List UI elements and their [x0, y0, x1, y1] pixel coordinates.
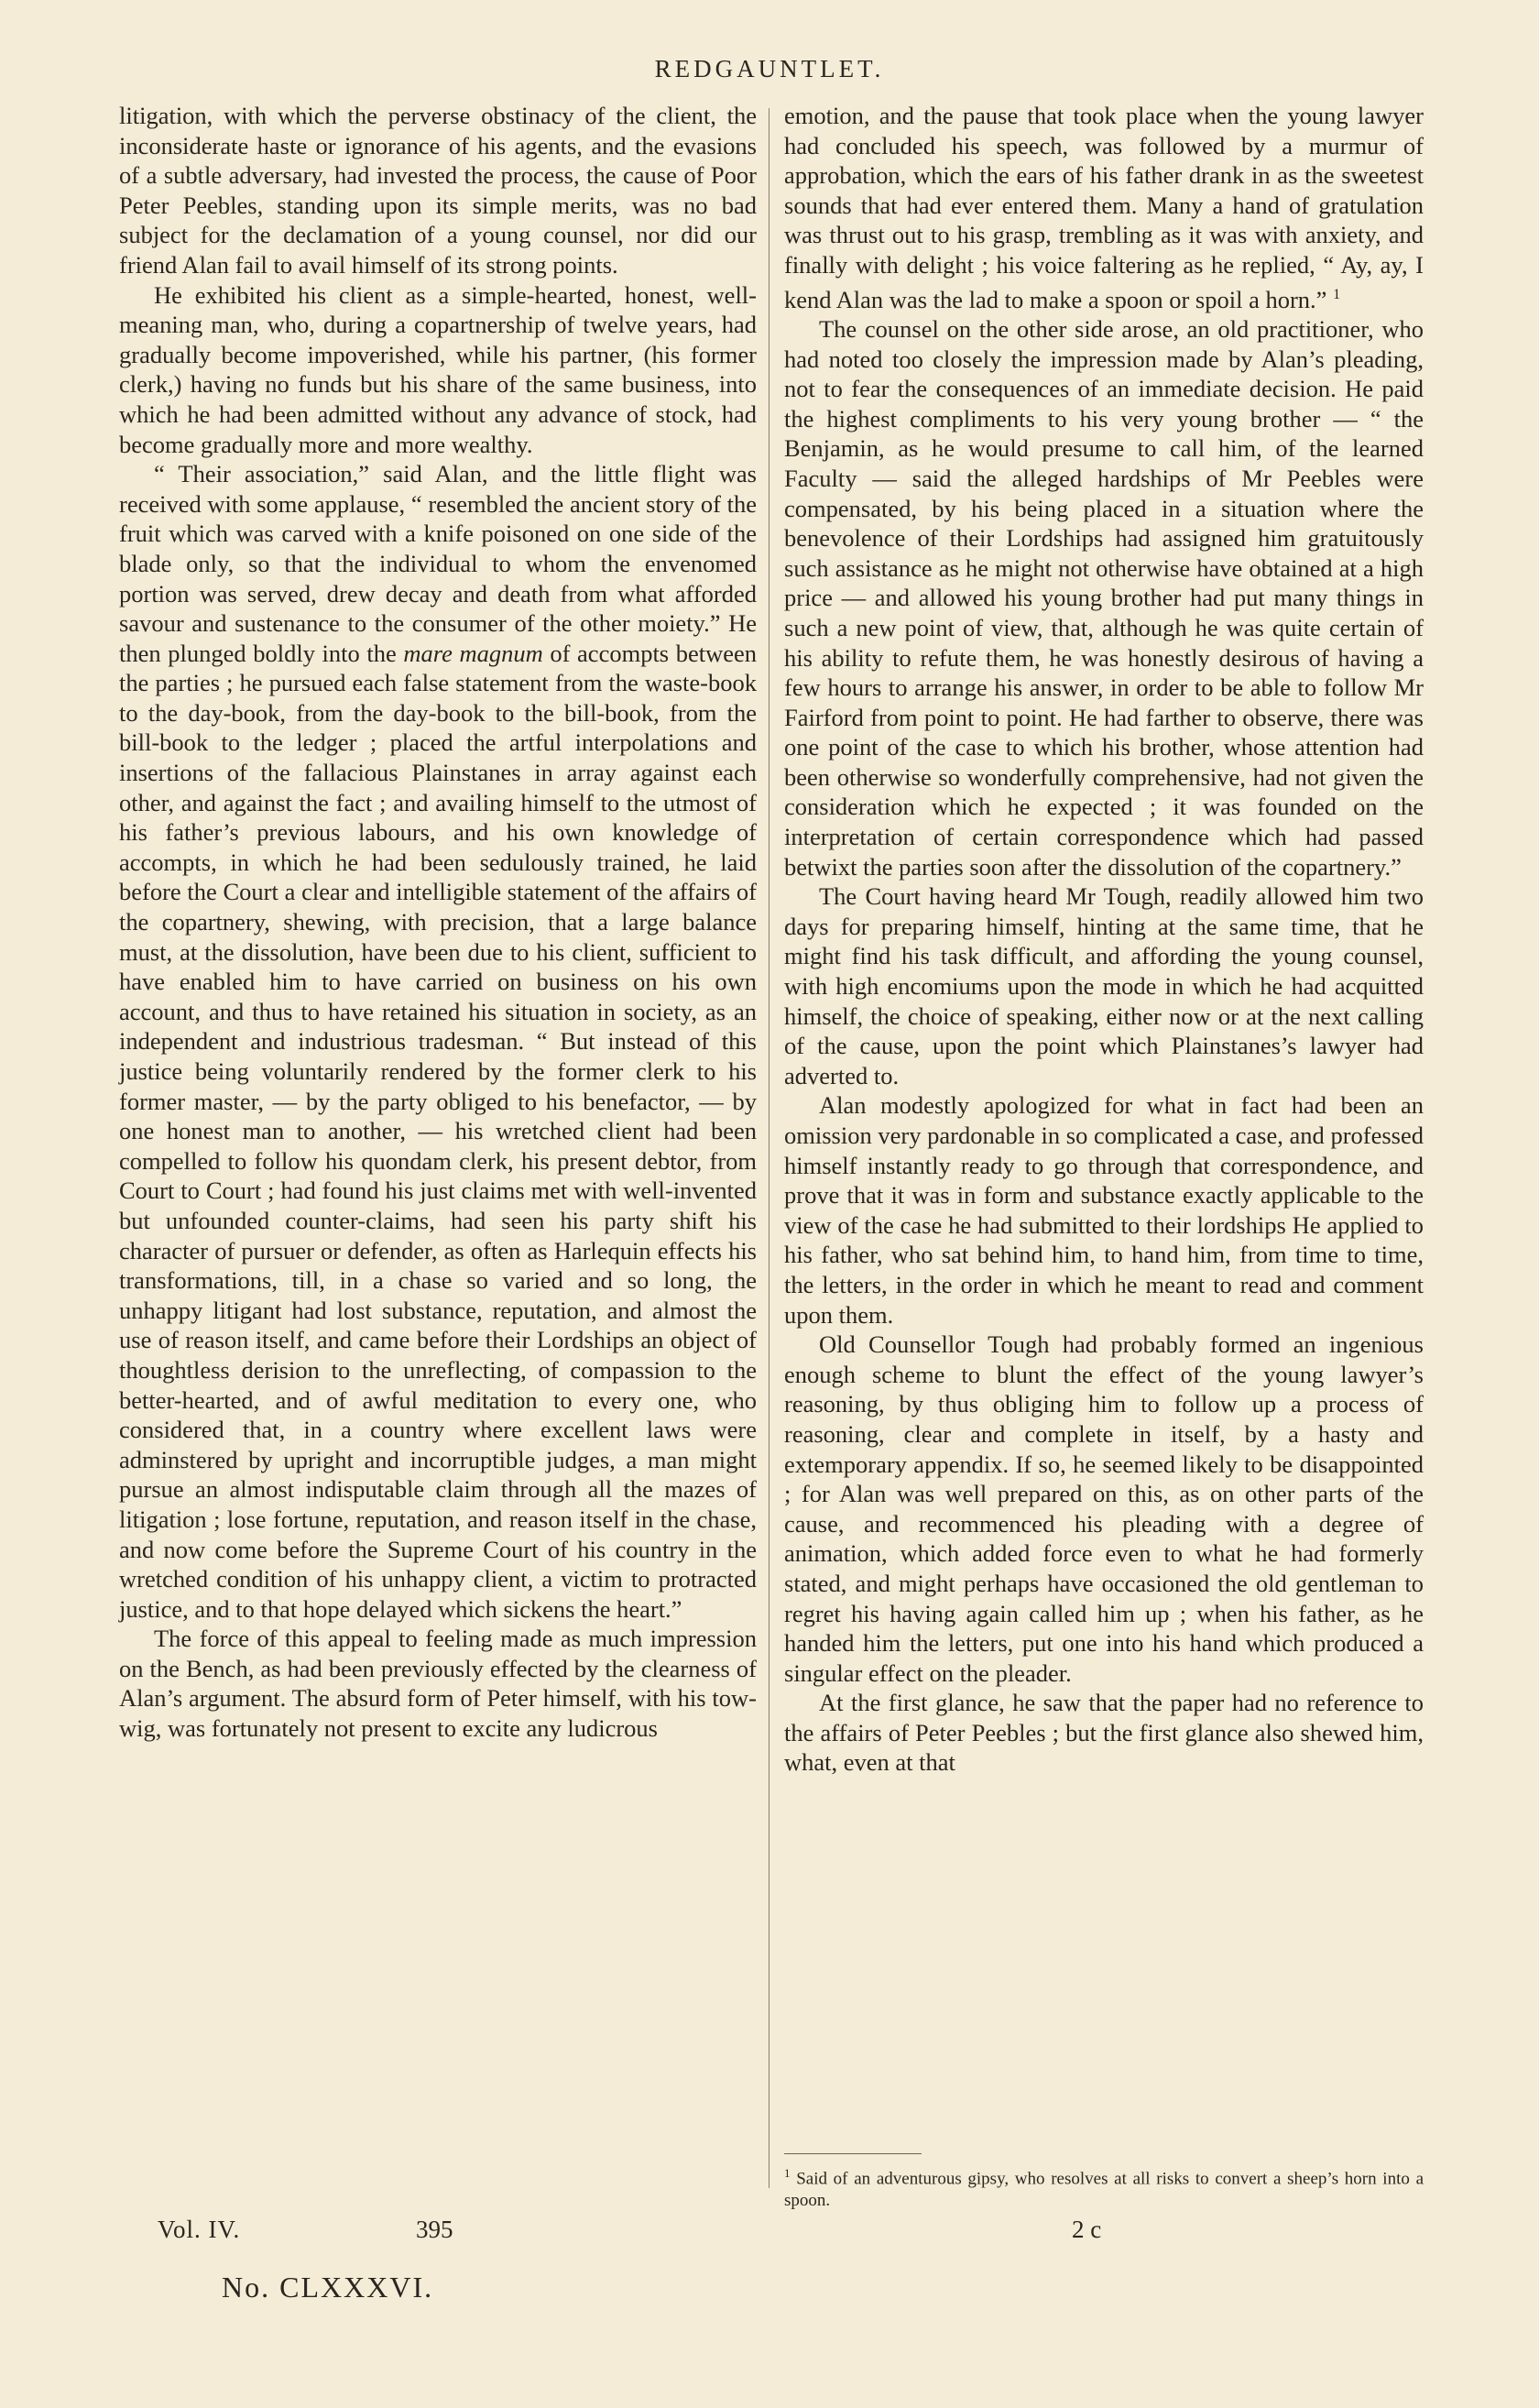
left-paragraph-3-part-b: of accompts between the parties ; he pursued each false statement from the waste-book to the day-book, from the day-book to the bill-book, from the bill-book to the ledger ; placed the artful interpolations and insertions of the fallacious Plainstanes in array against each other, and against the fact ; and availing himself to the utmost of his father’s previous labours, and his own knowledge of accompts, in which he had been sedulously trained, he laid before the Court a clear and intelligible statement of the affairs of the copartnery, shewing, with precision, that a large balance must, at the dissolution, have been due to his client, sufficient to have enabled him to have carried on business on his own account, and thus to have retained his situation in society, as an independent and industrious tradesman. “ But instead of this justice being voluntarily rendered by the former clerk to his former master, — by the party obliged to his benefactor, — by one honest man to another, — his wretched client had been compelled to follow his quondam clerk, his present debtor, from Court to Court ; had found his just claims met with well-invented but unfounded counter-claims, had seen his party shift his character of pursuer or defender, as often as Harlequin effects his transformations, till, in a chase so varied and so long, the unhappy litigant had lost substance, reputation, and almost the use of reason itself, and came before their Lordships an object of thoughtless derision to the unreflecting, of compassion to the better-hearted, and of awful meditation to every one, who considered that, in a country where excellent laws were adminstered by upright and incorruptible judges, a man might pursue an almost indisputable claim through all the mazes of litigation ; lose fortune, reputation, and reason itself in the chase, and now come before the Supreme Court of his country in the wretched condition of his unhappy client, a victim to protracted justice, and to that hope delayed which sickens the heart.”: [119, 639, 758, 1623]
signature-mark: 2 c: [1072, 2216, 1102, 2243]
footnote-mark: 1: [784, 2166, 791, 2180]
latin-phrase: mare magnum: [403, 639, 543, 667]
right-paragraph-2: The counsel on the other side arose, an old practitioner, who had noted too closely the impression made by Alan’s pleading, not to fear the consequences of an immediate decision. He paid the highest compliments to his very young brother — “ the Benjamin, as he would presume to call him, of the learned Faculty — said the alleged hardships of Mr Peebles were compensated, by his being placed in a situation where the benevolence of their Lordships had assigned him gratuitously such assistance as he might not otherwise have obtained at a high price — and allowed his young brother had put many things in such a new point of view, that, although he was quite certain of his ability to refute them, he was honestly desirous of having a few hours to arrange his answer, in order to be able to follow Mr Fairford from point to point. He had farther to observe, there was one point of the case to which his brother, whose attention had been otherwise so wonderfully comprehensive, had not given the consideration which he expected ; it was founded on the interpretation of certain correspondence which had passed betwixt the parties soon after the dissolution of the copartnery.”: [784, 314, 1424, 881]
right-paragraph-1: [784, 101, 1424, 314]
right-paragraph-3: The Court having heard Mr Tough, readily allowed him two days for preparing himself, hinting at the same time, that he might find his task difficult, and affording the young counsel, with high encomiums upon the mode in which he had acquitted himself, the choice of speaking, either now or at the next calling of the cause, upon the point which Plainstanes’s lawyer had adverted to.: [784, 882, 1424, 1089]
right-paragraph-4: Alan modestly apologized for what in fact had been an omission very pardonable in so complicated a case, and professed himself instantly ready to go through that correspondence, and prove that it was in form and substance exactly applicable to the view of the case he had submitted to their lordships He applied to his father, who sat behind him, to hand him, from time to time, the letters, in the order in which he meant to read and comment upon them.: [784, 1091, 1424, 1329]
footnote-rule: [784, 2153, 922, 2154]
running-title: REDGAUNTLET.: [654, 55, 885, 82]
footnote-reference: 1: [1333, 286, 1341, 302]
right-paragraph-6: At the first glance, he saw that the paper had no reference to the affairs of Peter Peebles ; but the first glance also shewed him, what, even at that: [784, 1689, 1424, 1777]
right-paragraph-1-text: emotion, and the pause that took place when the young lawyer had concluded his speech, was followed by a murmur of approbation, which the ears of his father drank in as the sweetest sounds that had ever entered them. Many a hand of gratulation was thrust out to his grasp, trembling as it was with anxiety, and finally with delight ; his voice faltering as he replied, “ Ay, ay, I kend Alan was the lad to make a spoon or spoil a horn.”: [784, 102, 1424, 313]
left-paragraph-1: litigation, with which the perverse obstinacy of the client, the inconsiderate haste or ignorance of his agents, and the evasions of a subtle adversary, had invested the process, the cause of Poor Peter Peebles, standing upon its simple merits, was no bad subject for the declamation of a young counsel, nor did our friend Alan fail to avail himself of its strong points.: [119, 102, 757, 279]
left-paragraph-3: [119, 459, 757, 1624]
left-column: [119, 101, 757, 2190]
column-divider: [769, 108, 770, 2188]
left-paragraph-4: The force of this appeal to feeling made as much impression on the Bench, as had been previously effected by the clearness of Alan’s argument. The absurd form of Peter himself, with his tow-wig, was fortunately not present to excite any ludicrous: [119, 1625, 757, 1743]
footnote: [784, 2162, 1424, 2212]
right-column: [784, 101, 1424, 2080]
page-number: 395: [416, 2216, 453, 2243]
left-paragraph-3-part-a: “ Their association,” said Alan, and the little flight was received with some applause, “ resembled the ancient story of the fruit which was carved with a knife poisoned on one side of the blade only, so that the individual to whom the envenomed portion was served, drew decay and death from what afforded savour and sustenance to the consumer of the other moiety.” He then plunged boldly into the: [119, 460, 757, 667]
volume-label: Vol. IV.: [158, 2216, 241, 2243]
footnote-text: Said of an adventurous gipsy, who resolves at all risks to convert a sheep’s horn into a spoon.: [784, 2169, 1424, 2211]
right-paragraph-5: Old Counsellor Tough had probably formed an ingenious enough scheme to blunt the effect of the young lawyer’s reasoning, by thus obliging him to follow up a process of reasoning, clear and complete in itself, by a hasty and extemporary appendix. If so, he seemed likely to be disappointed ; for Alan was well prepared on this, as on other parts of the cause, and recommenced his pleading with a degree of animation, which added force even to what he had formerly stated, and might perhaps have occasioned the old gentleman to regret his having again called him up ; when his father, as he handed him the letters, put one into his hand which produced a singular effect on the pleader.: [784, 1330, 1424, 1687]
left-paragraph-2: He exhibited his client as a simple-hearted, honest, well-meaning man, who, during a copartnership of twelve years, had gradually become impoverished, while his partner, (his former clerk,) having no funds but his share of the same business, into which he had been admitted without any advance of stock, had become gradually more and more wealthy.: [119, 280, 757, 458]
issue-number: No. CLXXXVI.: [222, 2271, 434, 2304]
